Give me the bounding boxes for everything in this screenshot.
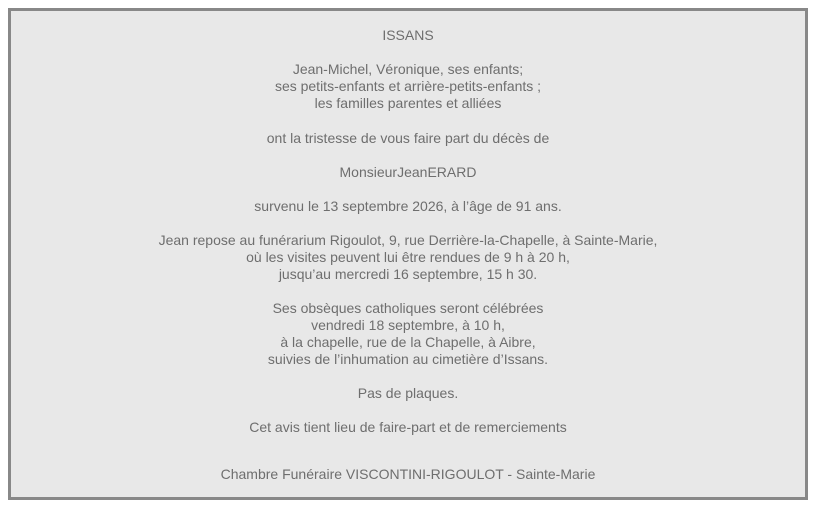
town-heading: ISSANS [382, 27, 434, 43]
funeral-line: suivies de l’inhumation au cimetière d’Issans. [267, 351, 549, 367]
funeral-line: à la chapelle, rue de la Chapelle, à Aibre, [280, 334, 536, 350]
family-line: ses petits-enfants et arrière-petits-enfants ; [274, 78, 542, 94]
rest-line: jusqu’au mercredi 16 septembre, 15 h 30. [278, 266, 538, 282]
family-line: les familles parentes et alliées [314, 95, 502, 111]
deceased-name: MonsieurJeanERARD [339, 164, 477, 180]
family-block [11, 61, 805, 112]
announcement-line: ont la tristesse de vous faire part du décès de [266, 130, 550, 146]
death-notice [8, 8, 808, 500]
rest-block [11, 232, 805, 283]
rest-line: où les visites peuvent lui être rendues de 9 h à 20 h, [246, 249, 570, 265]
funeral-home-line: Chambre Funéraire VISCONTINI-RIGOULOT - Sainte-Marie [220, 466, 596, 482]
death-info: survenu le 13 septembre 2026, à l’âge de 91 ans. [254, 198, 562, 214]
rest-line: Jean repose au funérarium Rigoulot, 9, rue Derrière-la-Chapelle, à Sainte-Marie, [158, 232, 658, 248]
closing-line: Cet avis tient lieu de faire-part et de remerciements [249, 419, 567, 435]
funeral-line: vendredi 18 septembre, à 10 h, [311, 317, 505, 333]
family-line: Jean-Michel, Véronique, ses enfants; [292, 61, 524, 77]
no-plaques-line: Pas de plaques. [357, 385, 459, 401]
funeral-block [11, 300, 805, 368]
funeral-line: Ses obsèques catholiques seront célébrées [272, 300, 544, 316]
